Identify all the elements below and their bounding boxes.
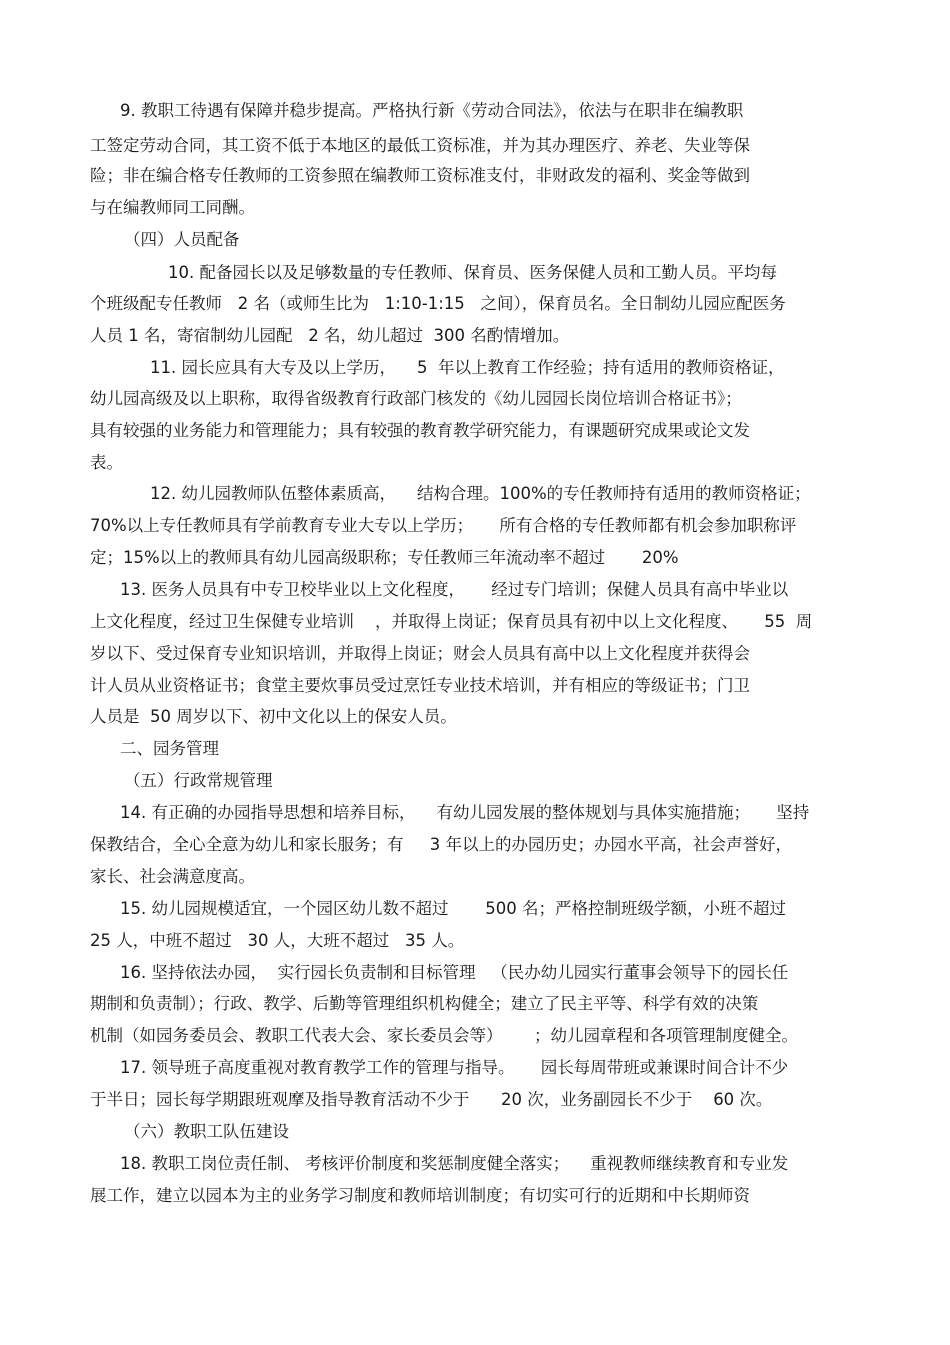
- text-line: 具有较强的业务能力和管理能力；具有较强的教育教学研究能力，有课题研究成果或论文发: [90, 421, 750, 440]
- text-line: 期制和负责制）；行政、教学、后勤等管理组织机构健全；建立了民主平等、科学有效的决策: [90, 994, 759, 1013]
- text-line: 16. 坚持依法办园， 实行园长负责制和目标管理 （民办幼儿园实行董事会领导下的园长任: [120, 963, 789, 982]
- text-line: 人员 1 名，寄宿制幼儿园配 2 名，幼儿超过 300 名酌情增加。: [90, 326, 570, 345]
- text-line: 家长、社会满意度高。: [90, 867, 255, 886]
- section-heading: （四）人员配备: [124, 230, 240, 249]
- text-line: 保教结合，全心全意为幼儿和家长服务；有 3 年以上的办园历史；办园水平高，社会声誉好，: [90, 835, 792, 854]
- text-line: 12. 幼儿园教师队伍整体素质高， 结构合理。100%的专任教师持有适用的教师资格证；: [150, 484, 811, 503]
- text-line: 幼儿园高级及以上职称，取得省级教育行政部门核发的《幼儿园园长岗位培训合格证书》；: [90, 389, 742, 408]
- text-line: 17. 领导班子高度重视对教育教学工作的管理与指导。 园长每周带班或兼课时间合计不少: [120, 1058, 789, 1077]
- text-line: 13. 医务人员具有中专卫校毕业以上文化程度， 经过专门培训；保健人员具有高中毕业以: [120, 580, 789, 599]
- text-line: 于半日；园长每学期跟班观摩及指导教育活动不少于 20 次，业务副园长不少于 60 次。: [90, 1090, 773, 1109]
- text-line: 18. 教职工岗位责任制、 考核评价制度和奖惩制度健全落实； 重视教师继续教育和专业发: [120, 1154, 789, 1173]
- text-line: 9. 教职工待遇有保障并稳步提高。严格执行新《劳动合同法》，依法与在职非在编教职: [120, 101, 744, 120]
- text-line: 25 人，中班不超过 30 人，大班不超过 35 人。: [90, 931, 465, 950]
- text-line: 展工作，建立以园本为主的业务学习制度和教师培训制度；有切实可行的近期和中长期师资: [90, 1186, 750, 1205]
- text-line: 表。: [90, 453, 123, 472]
- text-line: 定；15%以上的教师具有幼儿园高级职称；专任教师三年流动率不超过 20%: [90, 548, 679, 567]
- section-heading: 二、园务管理: [120, 739, 219, 758]
- section-heading: （六）教职工队伍建设: [124, 1122, 289, 1141]
- text-line: 上文化程度，经过卫生保健专业培训 ，并取得上岗证；保育员具有初中以上文化程度、 55 周: [90, 612, 813, 631]
- text-line: 岁以下、受过保育专业知识培训，并取得上岗证；财会人员具有高中以上文化程度并获得会: [90, 644, 750, 663]
- text-line: 10. 配备园长以及足够数量的专任教师、保育员、医务保健人员和工勤人员。平均每: [168, 263, 777, 282]
- text-line: 14. 有正确的办园指导思想和培养目标， 有幼儿园发展的整体规划与具体实施措施； 坚持: [120, 803, 810, 822]
- text-line: 工签定劳动合同，其工资不低于本地区的最低工资标准，并为其办理医疗、养老、失业等保: [90, 136, 750, 155]
- text-line: 机制（如园务委员会、教职工代表大会、家长委员会等） ；幼儿园章程和各项管理制度健全。: [90, 1026, 798, 1045]
- text-line: 15. 幼儿园规模适宜，一个园区幼儿数不超过 500 名；严格控制班级学额，小班不超过: [120, 899, 786, 918]
- text-line: 险；非在编合格专任教师的工资参照在编教师工资标准支付，非财政发的福利、奖金等做到: [90, 166, 750, 185]
- text-line: 人员是 50 周岁以下、初中文化以上的保安人员。: [90, 707, 457, 726]
- text-line: 计人员从业资格证书；食堂主要炊事员受过烹饪专业技术培训，并有相应的等级证书；门卫: [90, 676, 750, 695]
- text-line: 个班级配专任教师 2 名（或师生比为 1:10-1:15 之间），保育员名。全日制幼儿园应配医务: [90, 294, 786, 313]
- text-line: 与在编教师同工同酬。: [90, 198, 255, 217]
- section-heading: （五）行政常规管理: [124, 771, 273, 790]
- text-line: 11. 园长应具有大专及以上学历， 5 年以上教育工作经验；持有适用的教师资格证，: [150, 358, 785, 377]
- text-line: 70%以上专任教师具有学前教育专业大专以上学历； 所有合格的专任教师都有机会参加职称评: [90, 516, 797, 535]
